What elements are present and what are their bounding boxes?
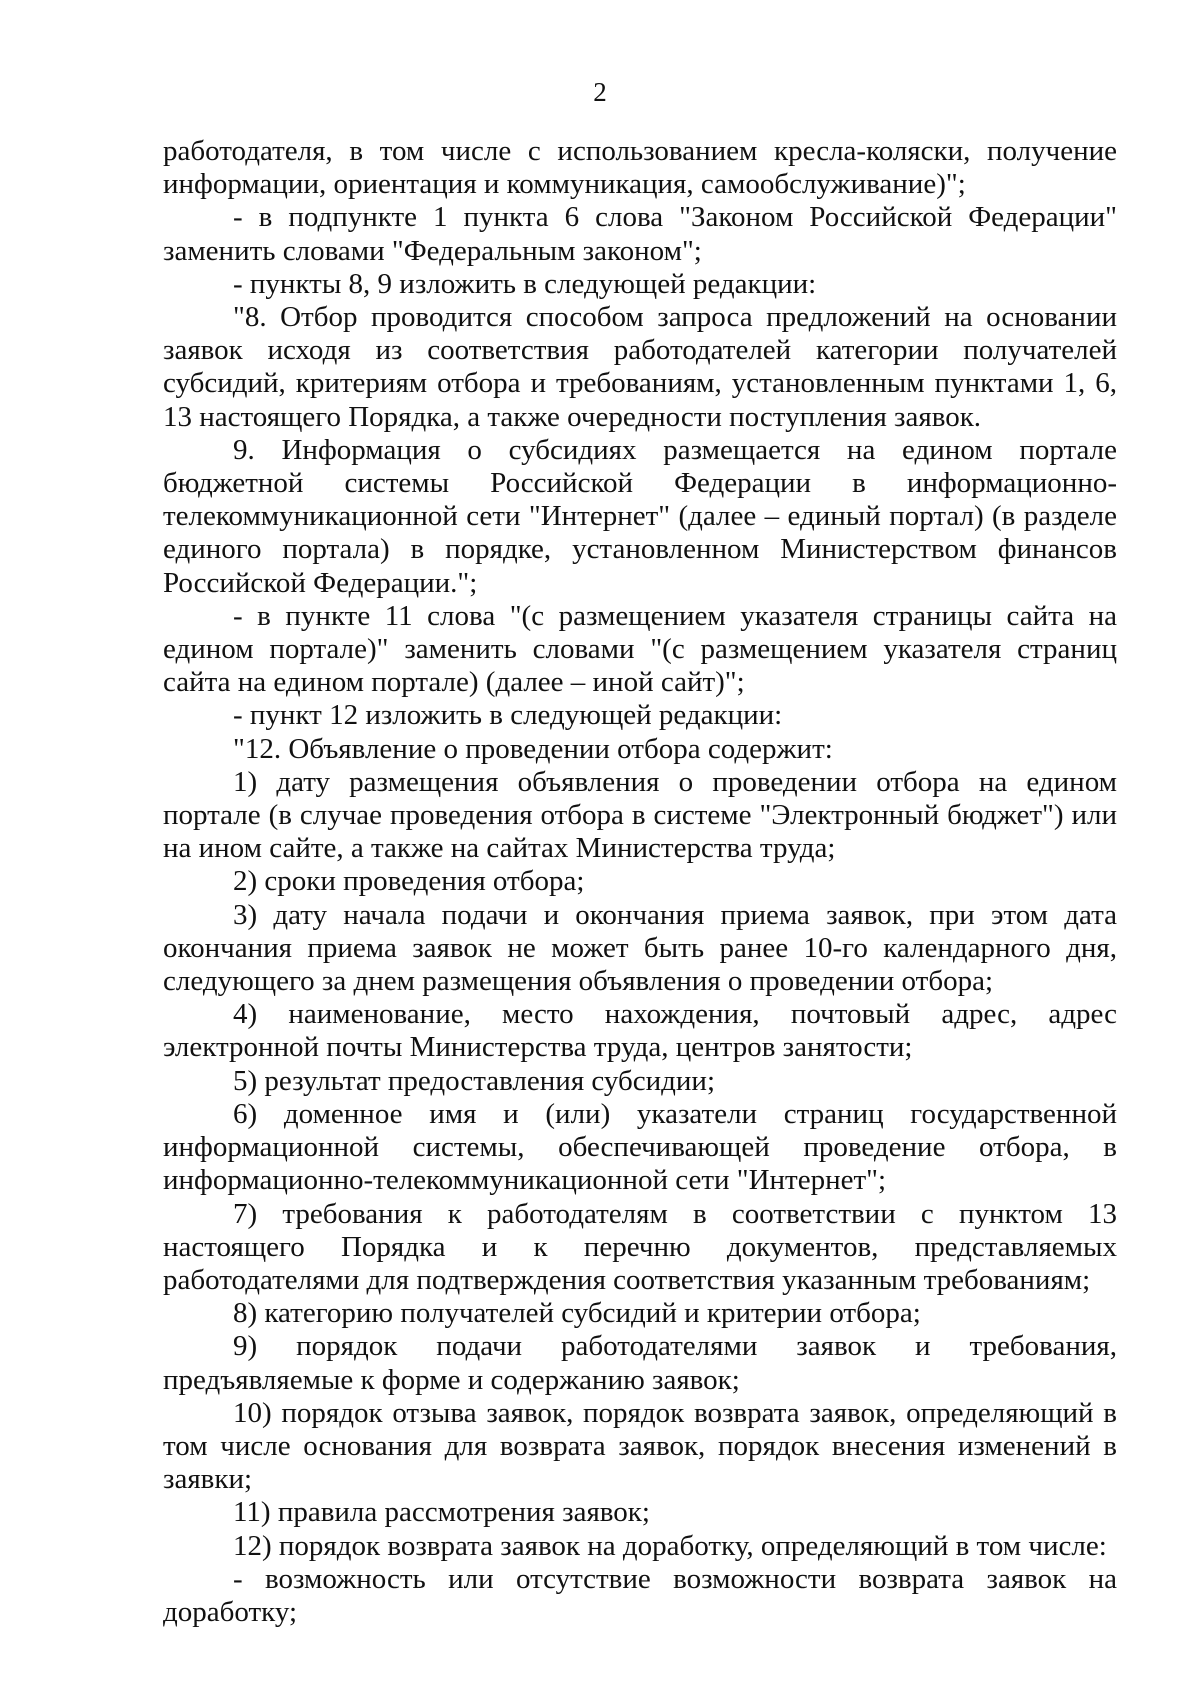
list-item-3: 3) дату начала подачи и окончания приема заявок, при этом дата окончания приема заявок не может быть ранее 10-го календарного дня, следующего за днем размещения объявления о проведении отбора; — [163, 898, 1117, 998]
paragraph-item-12-heading: "12. Объявление о проведении отбора содержит: — [233, 732, 833, 765]
paragraph-item-9: 9. Информация о субсидиях размещается на едином портале бюджетной системы Российской Федерации в информационно-телекоммуникационной сети "Интернет" (далее – единый портал) (в разделе единого портала) в порядке, установленном Министерством финансов Российской Федерации."; — [163, 433, 1117, 599]
list-item-10: 10) порядок отзыва заявок, порядок возврата заявок, определяющий в том числе основания для возврата заявок, порядок внесения изменений в заявки; — [163, 1396, 1117, 1496]
page-number: 2 — [593, 77, 607, 107]
paragraph-item-8: "8. Отбор проводится способом запроса предложений на основании заявок исходя из соответствия работодателей категории получателей субсидий, критериям отбора и требованиям, установленным пунктами 1, 6, 13 настоящего Порядка, а также очередности поступления заявок. — [163, 301, 1117, 433]
list-item-11: 11) правила рассмотрения заявок; — [233, 1496, 650, 1529]
list-item-5: 5) результат предоставления субсидии; — [233, 1064, 716, 1097]
list-subitem-return-option: - возможность или отсутствие возможности возврата заявок на доработку; — [163, 1562, 1117, 1628]
list-item-4: 4) наименование, место нахождения, почтовый адрес, адрес электронной почты Министерства труда, центров занятости; — [163, 998, 1117, 1064]
paragraph-amendment-item-12: - пункт 12 изложить в следующей редакции: — [233, 699, 783, 732]
document-body — [163, 135, 1117, 1629]
paragraph-amendment-item-6: - в подпункте 1 пункта 6 слова "Законом Российской Федерации" заменить словами "Федеральным законом"; — [163, 201, 1117, 267]
list-item-9: 9) порядок подачи работодателями заявок и требования, предъявляемые к форме и содержанию заявок; — [163, 1330, 1117, 1396]
list-item-6: 6) доменное имя и (или) указатели страниц государственной информационной системы, обеспечивающей проведение отбора, в информационно-телекоммуникационной сети "Интернет"; — [163, 1097, 1117, 1197]
list-item-7: 7) требования к работодателям в соответствии с пунктом 13 настоящего Порядка и к перечню документов, представляемых работодателями для подтверждения соответствия указанным требованиям; — [163, 1197, 1117, 1296]
paragraph-continuation: работодателя, в том числе с использованием кресла-коляски, получение информации, ориентация и коммуникация, самообслуживание)"; — [163, 135, 1117, 201]
list-item-2: 2) сроки проведения отбора; — [233, 865, 585, 898]
list-item-1: 1) дату размещения объявления о проведении отбора на едином портале (в случае проведения отбора в системе "Электронный бюджет") или на ином сайте, а также на сайтах Министерства труда; — [163, 765, 1117, 865]
list-item-8: 8) категорию получателей субсидий и критерии отбора; — [233, 1297, 921, 1330]
list-item-12: 12) порядок возврата заявок на доработку, определяющий в том числе: — [233, 1529, 1107, 1562]
paragraph-amendment-item-11: - в пункте 11 слова "(с размещением указателя страницы сайта на едином портале)" заменить словами "(с размещением указателя страниц сайта на едином портале) (далее – иной сайт)"; — [163, 599, 1117, 699]
paragraph-amendment-items-8-9: - пункты 8, 9 изложить в следующей редакции: — [233, 267, 817, 300]
